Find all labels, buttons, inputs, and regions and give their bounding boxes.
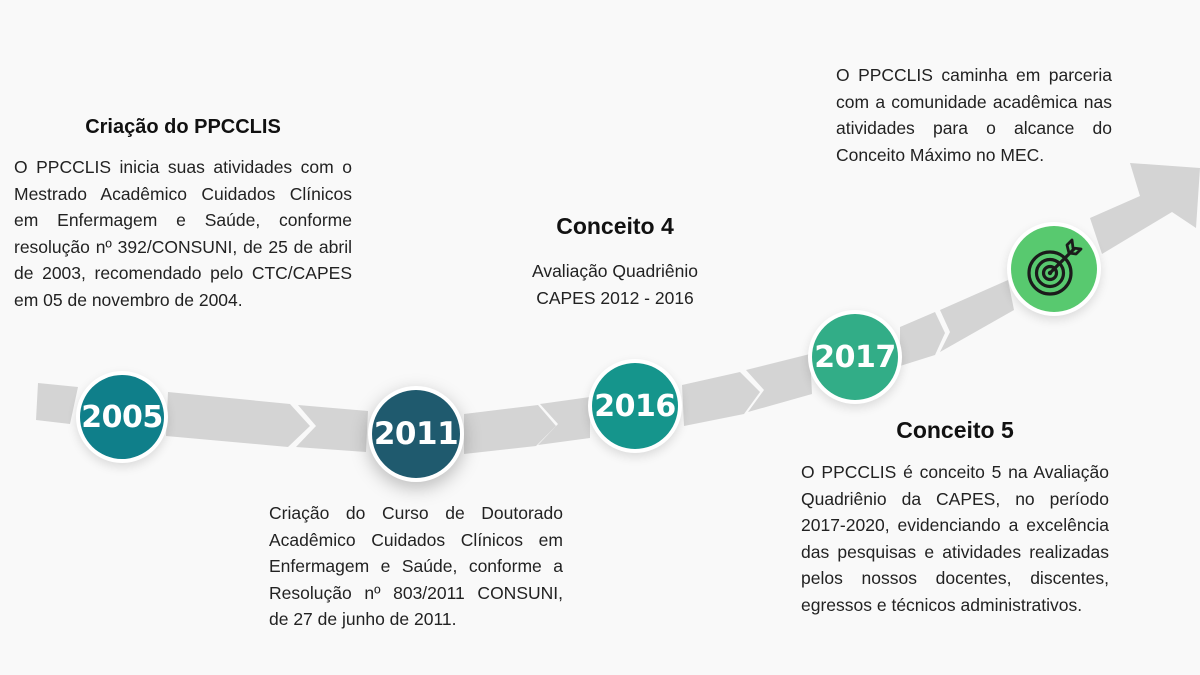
milestone-2005-description: O PPCCLIS inicia suas atividades com o Mestrado Acadêmico Cuidados Clínicos em Enfermagem e Saúde, conforme resolução nº 392/CONSUNI, de 25 de abril de 2003, recomendado pelo CTC/CAPES em 05 de novembro de 2004. bbox=[14, 157, 352, 310]
milestone-2017-heading: Conceito 5 bbox=[896, 417, 1014, 443]
arrow-segment bbox=[464, 405, 556, 454]
arrow-segment bbox=[682, 372, 760, 426]
year-2011-label: 2011 bbox=[372, 390, 460, 478]
milestone-target-description: O PPCCLIS caminha em parceria com a comunidade acadêmica nas atividades para o alcance do Conceito Máximo no MEC. bbox=[836, 65, 1112, 165]
target-circle bbox=[1011, 226, 1097, 312]
milestone-2017-node bbox=[808, 310, 902, 404]
year-2016-label: 2016 bbox=[592, 363, 678, 449]
milestone-2005-node bbox=[76, 371, 168, 463]
arrow-segment bbox=[36, 383, 78, 424]
arrow-segment bbox=[940, 280, 1014, 352]
arrow-segment bbox=[746, 354, 812, 412]
arrow-segment bbox=[900, 312, 945, 366]
milestone-2005-heading: Criação do PPCCLIS bbox=[85, 116, 281, 138]
arrow-segment bbox=[166, 392, 310, 447]
year-2017-label: 2017 bbox=[812, 314, 898, 400]
arrow-head bbox=[1090, 163, 1200, 254]
milestone-target-node bbox=[1007, 222, 1101, 316]
milestone-2016-node bbox=[588, 359, 682, 453]
milestone-2016-description: Avaliação Quadriênio CAPES 2012 - 2016 bbox=[531, 261, 699, 308]
milestone-2011-node bbox=[368, 386, 464, 482]
milestone-2017-description: O PPCCLIS é conceito 5 na Avaliação Quadriênio da CAPES, no período 2017-2020, evidenciando a excelência das pesquisas e atividades realizadas pelos nossos docentes, discentes, egressos e técnicos administrativos. bbox=[801, 462, 1109, 615]
year-2005-label: 2005 bbox=[80, 375, 164, 459]
target-dart-icon bbox=[1023, 238, 1085, 300]
milestone-2011-description: Criação do Curso de Doutorado Acadêmico Cuidados Clínicos em Enfermagem e Saúde, conforme a Resolução nº 803/2011 CONSUNI, de 27 de junho de 2011. bbox=[269, 503, 563, 629]
milestone-2016-heading: Conceito 4 bbox=[556, 213, 674, 239]
